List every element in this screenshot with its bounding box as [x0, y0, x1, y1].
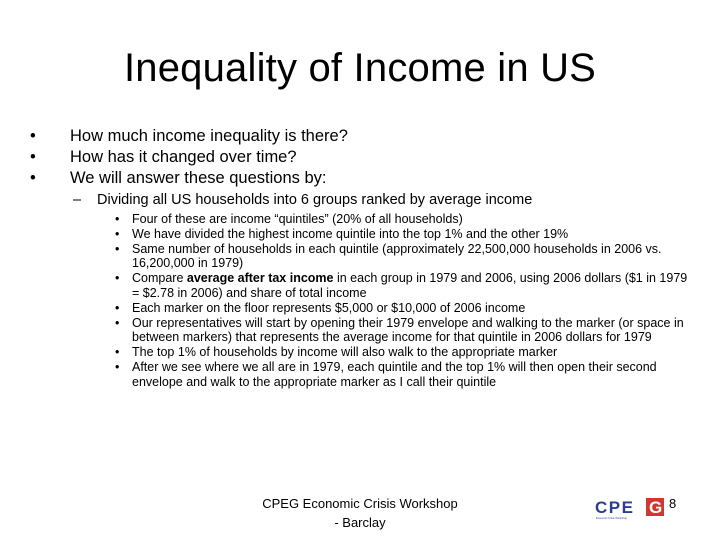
- detail-text: After we see where we all are in 1979, each quintile and the top 1% will then open their second envelope and walk to the appropriate marker as I call their quintile: [132, 359, 657, 389]
- logo-main-text: CPE: [595, 498, 635, 517]
- detail-item: [115, 242, 693, 272]
- dash-marker: –: [73, 192, 82, 208]
- detail-text: The top 1% of households by income will also walk to the appropriate marker: [132, 345, 558, 360]
- footer-caption: [240, 494, 480, 532]
- detail-item: [115, 316, 693, 346]
- bullet-marker: •: [30, 148, 36, 166]
- logo-tagline: Economic Crisis Workshop: [596, 517, 627, 520]
- bullet-item: [30, 168, 690, 189]
- detail-item: [115, 271, 693, 301]
- detail-text-pre: Compare: [132, 271, 187, 286]
- detail-text: Same number of households in each quintile (approximately 22,500,000 households in 2006 vs. 16,200,000 in 1979): [132, 241, 662, 271]
- cpeg-logo: [594, 496, 666, 520]
- sub-bullet-text: Dividing all US households into 6 groups ranked by average income: [97, 192, 533, 208]
- detail-bullet-list: [115, 212, 693, 390]
- sub-bullet: [73, 191, 693, 209]
- detail-item: [115, 345, 693, 360]
- bullet-marker: •: [115, 300, 120, 315]
- slide-title: Inequality of Income in US: [123, 46, 597, 90]
- bullet-marker: •: [115, 315, 120, 330]
- bullet-marker: •: [115, 241, 120, 256]
- bullet-text: How has it changed over time?: [70, 148, 297, 166]
- detail-text: We have divided the highest income quintile into the top 1% and the other 19%: [132, 226, 569, 241]
- bullet-item: [30, 126, 690, 147]
- bullet-text: How much income inequality is there?: [70, 127, 348, 145]
- detail-text-post: in each group in 1979 and 2006, using 2006 dollars ($1 in 1979 = $2.78 in 2006) and share of total income: [132, 271, 688, 300]
- bullet-marker: •: [115, 226, 120, 241]
- footer-line-1: CPEG Economic Crisis Workshop: [262, 496, 458, 511]
- emphasis-text: average after tax income: [186, 271, 334, 286]
- bullet-marker: •: [115, 359, 120, 374]
- bullet-marker: •: [115, 345, 120, 360]
- bullet-text: We will answer these questions by:: [70, 169, 327, 187]
- bullet-marker: •: [30, 169, 36, 187]
- detail-text: Our representatives will start by opening their 1979 envelope and walking to the marker (or space in between markers) that represents the average income for that quintile in 2006 dollars for 1979: [132, 315, 684, 345]
- detail-text: Each marker on the floor represents $5,000 or $10,000 of 2006 income: [132, 300, 526, 315]
- main-bullet-list: [30, 126, 690, 189]
- detail-item: [115, 227, 693, 242]
- footer-line-2: - Barclay: [334, 515, 386, 530]
- detail-item: [115, 360, 693, 390]
- logo-accent-text: G: [649, 498, 663, 517]
- bullet-item: [30, 147, 690, 168]
- bullet-marker: •: [115, 212, 120, 226]
- detail-text: Four of these are income “quintiles” (20% of all households): [132, 212, 463, 226]
- detail-item: [115, 301, 693, 316]
- detail-item: [115, 212, 693, 227]
- page-number: 8: [669, 496, 677, 511]
- bullet-marker: •: [30, 127, 36, 145]
- bullet-marker: •: [115, 271, 120, 286]
